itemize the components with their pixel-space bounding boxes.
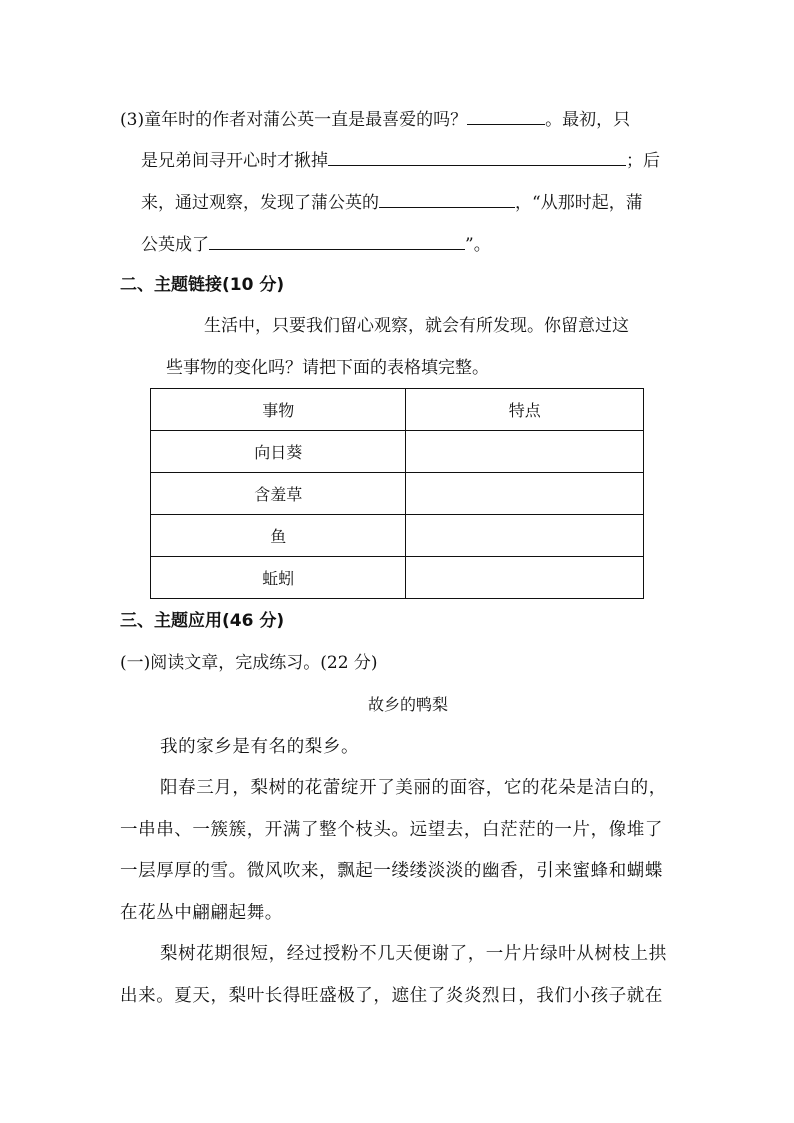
q3-text-3b: ，“从那时起，蒲 — [515, 193, 643, 213]
table-cell-feature-input[interactable] — [406, 515, 644, 557]
section-3-title: 三、主题应用(46 分) — [120, 611, 285, 631]
table-row — [151, 431, 644, 473]
section-2-title: 二、主题链接(10 分) — [120, 275, 285, 295]
q3-text-1b: 。最初，只 — [545, 110, 631, 130]
table-cell-item: 向日葵 — [151, 431, 406, 473]
table-header-item: 事物 — [151, 389, 406, 431]
q3-text-2b: ；后 — [626, 151, 660, 171]
table-row — [151, 557, 644, 599]
table-row — [151, 515, 644, 557]
q3-line-2 — [141, 147, 660, 173]
table-header-feature: 特点 — [406, 389, 644, 431]
table-cell-item: 鱼 — [151, 515, 406, 557]
table-cell-feature-input[interactable] — [406, 557, 644, 599]
section-3-sub-1: (一)阅读文章，完成练习。(22 分) — [120, 653, 378, 673]
q3-text-4a: 公英成了 — [141, 235, 209, 255]
story-title: 故乡的鸭梨 — [368, 695, 449, 714]
table-header-row — [151, 389, 644, 431]
observation-table — [150, 388, 644, 599]
table-cell-feature-input[interactable] — [406, 431, 644, 473]
q3-blank-3[interactable] — [379, 189, 515, 208]
section-2-intro-2: 些事物的变化吗？请把下面的表格填完整。 — [166, 358, 489, 378]
story-line: 一层厚厚的雪。微风吹来，飘起一缕缕淡淡的幽香，引来蜜蜂和蝴蝶 — [120, 861, 663, 881]
table-cell-feature-input[interactable] — [406, 473, 644, 515]
q3-text-3a: 来，通过观察，发现了蒲公英的 — [141, 193, 379, 213]
story-line: 阳春三月，梨树的花蕾绽开了美丽的面容，它的花朵是洁白的， — [160, 778, 667, 798]
story-line: 梨树花期很短，经过授粉不几天便谢了，一片片绿叶从树枝上拱 — [160, 944, 667, 964]
table-cell-item: 含羞草 — [151, 473, 406, 515]
q3-blank-4[interactable] — [209, 231, 465, 250]
story-line: 出来。夏天，梨叶长得旺盛极了，遮住了炎炎烈日，我们小孩子就在 — [120, 986, 663, 1006]
q3-text-4b: ”。 — [465, 235, 491, 255]
section-2-intro-1: 生活中，只要我们留心观察，就会有所发现。你留意过这 — [204, 316, 629, 336]
q3-text-1a: (3)童年时的作者对蒲公英一直是最喜爱的吗？ — [120, 110, 468, 130]
table-cell-item: 蚯蚓 — [151, 557, 406, 599]
story-line: 一串串、一簇簇，开满了整个枝头。远望去，白茫茫的一片，像堆了 — [120, 820, 663, 840]
story-line: 我的家乡是有名的梨乡。 — [160, 737, 360, 757]
q3-blank-1[interactable] — [467, 106, 545, 125]
q3-text-2a: 是兄弟间寻开心时才揪掉 — [141, 151, 328, 171]
q3-line-4 — [141, 231, 491, 257]
q3-line-3 — [141, 189, 643, 215]
table-row — [151, 473, 644, 515]
story-line: 在花丛中翩翩起舞。 — [120, 903, 283, 923]
q3-line-1 — [120, 106, 630, 132]
q3-blank-2[interactable] — [328, 147, 626, 166]
